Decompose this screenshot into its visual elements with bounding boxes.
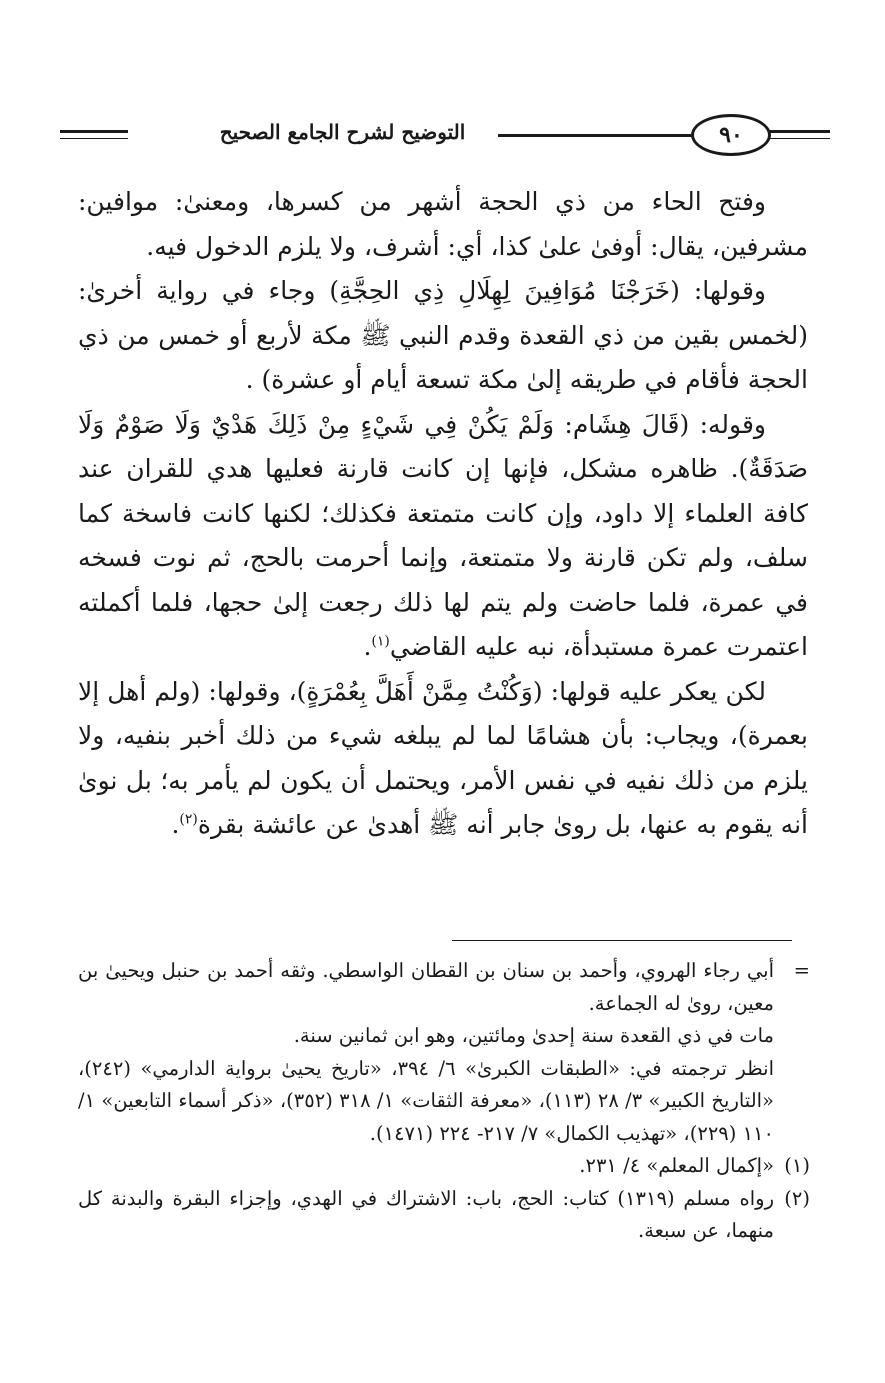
footnote-continued-2-mark [774, 1020, 810, 1053]
paragraph-3-end: . [363, 632, 372, 661]
header-rule-left-thin [60, 138, 128, 139]
footnote-2-text: رواه مسلم (١٣١٩) كتاب: الحج، باب: الاشتراك في الهدي، وإجزاء البقرة والبدنة كل منهما، عن سبعة. [78, 1186, 774, 1242]
page-header [60, 112, 830, 162]
header-rule-right [770, 130, 830, 133]
paragraph-4-end: . [171, 810, 180, 839]
footnote-continued-3-text: انظر ترجمته في: «الطبقات الكبرىٰ» ٦/ ٣٩٤، «تاريخ يحيىٰ برواية الدارمي» (٢٤٢)، «التاريخ الكبير» ٣/ ٢٨ (١١٣)، «معرفة الثقات» ١/ ٣١٨ (٣٥٢)، «ذكر أسماء التابعين» ١/ ١١٠ (٢٢٩)، «تهذيب الكمال» ٧/ ٢١٧- ٢٢٤ (١٤٧١). [78, 1056, 774, 1145]
paragraph-4-text: لكن يعكر عليه قولها: (وَكُنْتُ مِمَّنْ أَهَلَّ بِعُمْرَةٍ)، وقولها: (ولم أهل إلا بعمرة)، ويجاب: بأن هشامًا لما لم يبلغه شيء من ذلك أخبر بنفيه، ولا يلزم من ذلك نفيه في نفس الأمر، ويحتمل أن يكون لم يأمر به؛ بل نوىٰ أنه يقوم به عنها، بل روىٰ جابر أنه ﷺ أهدىٰ عن عائشة بقرة [78, 676, 808, 839]
paragraph-4 [78, 670, 808, 848]
header-rule-middle [498, 134, 692, 137]
footnote-continued-text: أبي رجاء الهروي، وأحمد بن سنان بن القطان الواسطي. وثقه أحمد بن حنبل ويحيىٰ بن معين، روىٰ له الجماعة. [78, 959, 774, 1015]
footnote-1-text: «إكمال المعلم» ٤/ ٢٣١. [579, 1154, 774, 1177]
footnote-ref-2[interactable]: (٢) [179, 811, 198, 828]
paragraph-3-text: وقوله: (قَالَ هِشَام: وَلَمْ يَكُنْ فِي شَيْءٍ مِنْ ذَلِكَ هَدْيٌ وَلَا صَوْمٌ وَلَا صَدَقَةٌ). ظاهره مشكل، فإنها إن كانت قارنة فعليها هدي للقران عند كافة العلماء إلا داود، وإن كانت متمتعة فكذلك؛ لكنها كانت فاسخة كما سلف، ولم تكن قارنة ولا متمتعة، وإنما أحرمت بالحج، ثم نوت فسخه في عمرة، فلما حاضت ولم يتم لها ذلك رجعت إلىٰ حجها، فلما أكملته اعتمرت عمرة مستبدأة، نبه عليه القاضي [78, 409, 808, 661]
footnote-continued-2-text: مات في ذي القعدة سنة إحدىٰ ومائتين، وهو ابن ثمانين سنة. [293, 1024, 774, 1047]
footnote-1 [78, 1150, 810, 1183]
main-text [78, 180, 808, 848]
footnote-2 [78, 1183, 810, 1248]
footnotes [78, 955, 810, 1248]
header-rule-left [60, 130, 128, 133]
footnote-continued-3-mark [774, 1053, 810, 1151]
running-title: التوضيح لشرح الجامع الصحيح [219, 120, 466, 144]
paragraph-3 [78, 403, 808, 670]
header-rule-right-thin [770, 138, 830, 139]
page-number: ٩٠ [691, 114, 771, 156]
footnote-ref-1[interactable]: (١) [371, 633, 390, 650]
footnote-continued [78, 955, 810, 1020]
footnote-separator [452, 940, 792, 941]
paragraph-1: وفتح الحاء من ذي الحجة أشهر من كسرها، ومعنىٰ: موافين: مشرفين، يقال: أوفىٰ علىٰ كذا، أي: أشرف، ولا يلزم الدخول فيه. [78, 187, 808, 261]
footnote-continued-2 [78, 1020, 810, 1053]
paragraph-2: وقولها: (خَرَجْنَا مُوَافِينَ لِهِلَالِ ذِي الحِجَّةِ) وجاء في رواية أخرىٰ: (لخمس بقين من ذي القعدة وقدم النبي ﷺ مكة لأربع أو خمس من ذي الحجة فأقام في طريقه إلىٰ مكة تسعة أيام أو عشرة) . [78, 276, 808, 394]
footnote-continued-3 [78, 1053, 810, 1151]
footnote-2-mark: (٢) [784, 1186, 810, 1210]
footnote-1-mark: (١) [784, 1154, 810, 1177]
footnote-continued-mark: = [793, 959, 810, 982]
